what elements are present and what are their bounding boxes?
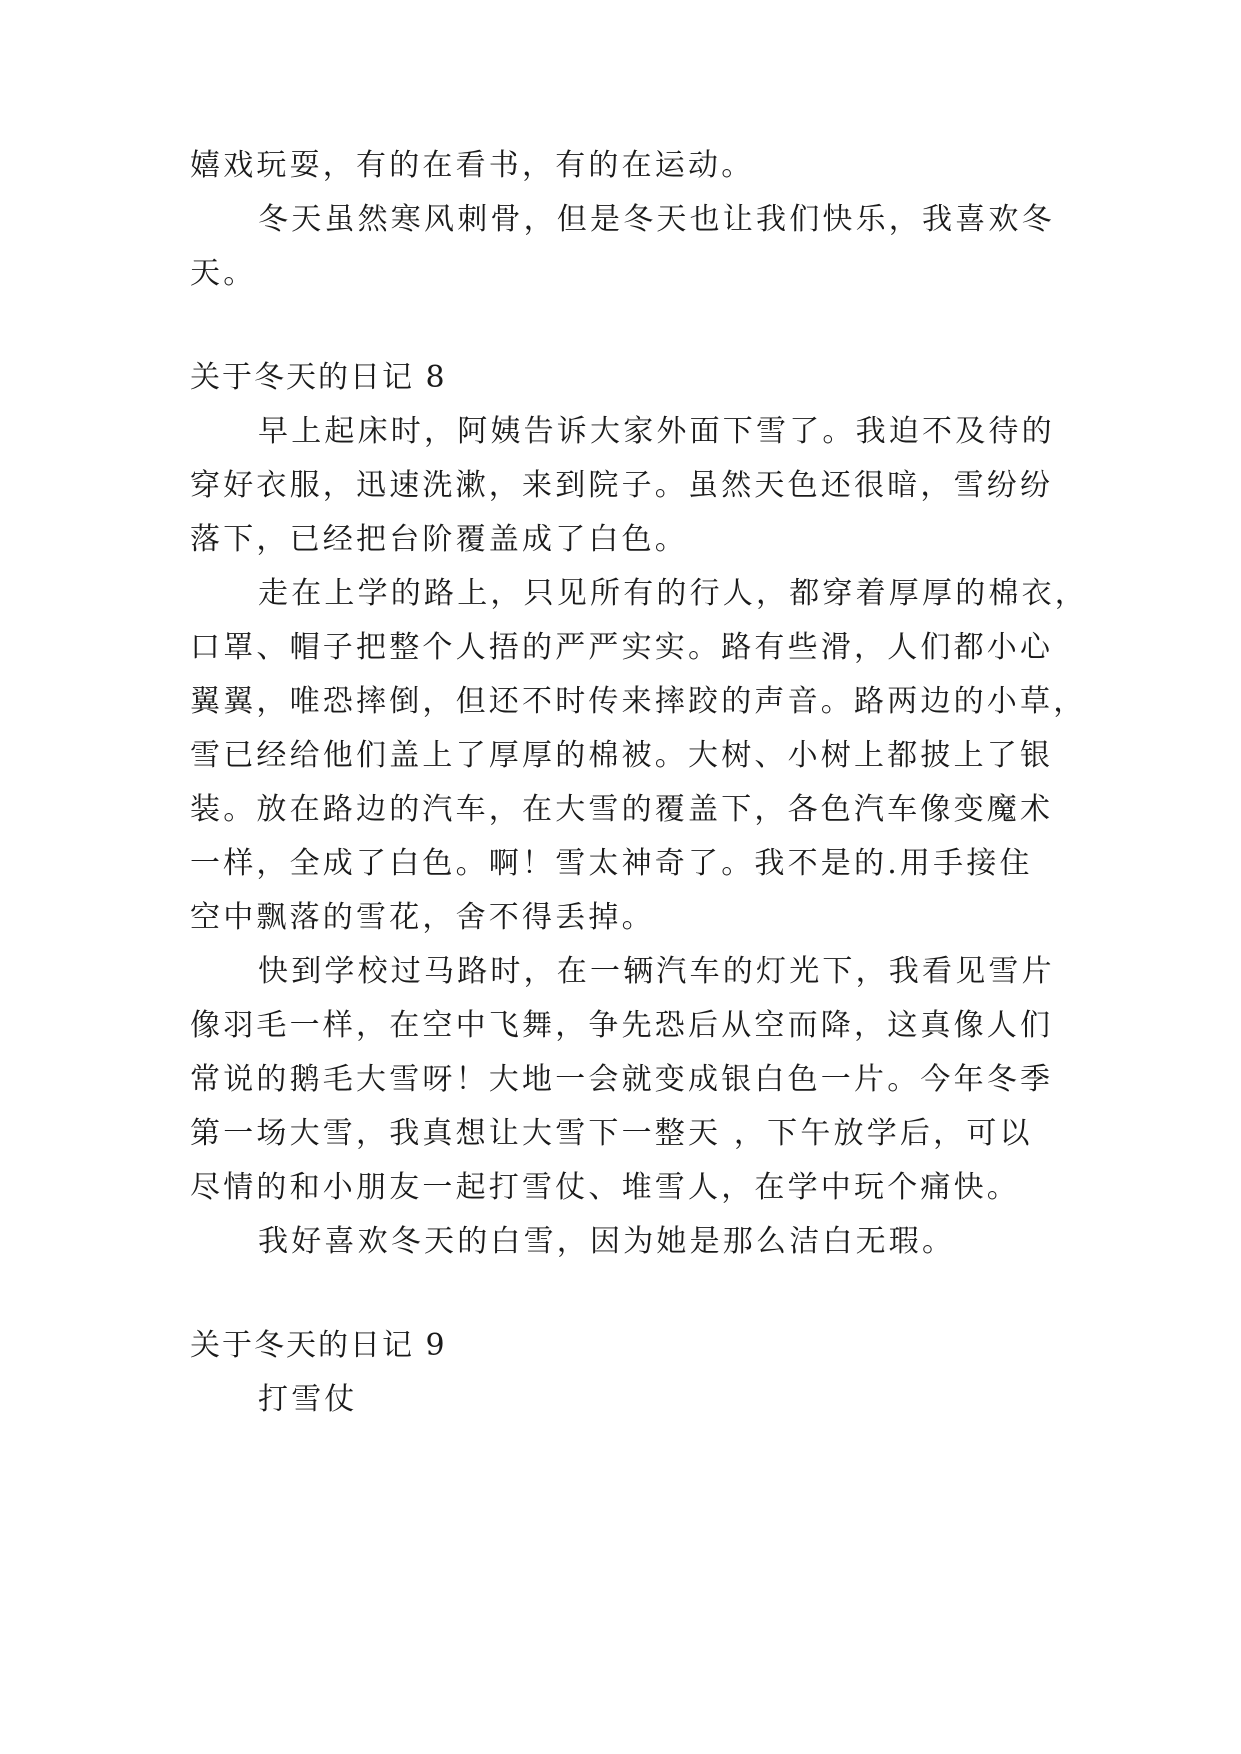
body-line: 一样，全成了白色。啊！雪太神奇了。我不是的.用手接住 <box>190 846 1033 881</box>
body-line: 嬉戏玩耍，有的在看书，有的在运动。 <box>190 148 755 183</box>
section-heading: 关于冬天的日记 9 <box>190 1328 447 1363</box>
body-line: 快到学校过马路时，在一辆汽车的灯光下，我看见雪片 <box>258 954 1055 989</box>
body-line: 打雪仗 <box>258 1382 358 1417</box>
body-line: 尽情的和小朋友一起打雪仗、堆雪人，在学中玩个痛快。 <box>190 1170 1020 1205</box>
body-line: 装。放在路边的汽车，在大雪的覆盖下，各色汽车像变魔术 <box>190 792 1054 827</box>
body-line: 穿好衣服，迅速洗漱，来到院子。虽然天色还很暗，雪纷纷 <box>190 468 1054 503</box>
body-line: 像羽毛一样，在空中飞舞，争先恐后从空而降，这真像人们 <box>190 1008 1054 1043</box>
body-line: 走在上学的路上，只见所有的行人，都穿着厚厚的棉衣， <box>258 576 1088 611</box>
body-line: 翼翼，唯恐摔倒，但还不时传来摔跤的声音。路两边的小草， <box>190 684 1087 719</box>
body-line: 常说的鹅毛大雪呀！大地一会就变成银白色一片。今年冬季 <box>190 1062 1054 1097</box>
body-line: 天。 <box>190 256 257 291</box>
body-line: 口罩、帽子把整个人捂的严严实实。路有些滑，人们都小心 <box>190 630 1054 665</box>
body-line: 我好喜欢冬天的白雪，因为她是那么洁白无瑕。 <box>258 1224 956 1259</box>
body-line: 空中飘落的雪花，舍不得丢掉。 <box>190 900 655 935</box>
body-line: 冬天虽然寒风刺骨，但是冬天也让我们快乐，我喜欢冬 <box>258 202 1055 237</box>
body-line: 第一场大雪，我真想让大雪下一整天 ，下午放学后，可以 <box>190 1116 1033 1151</box>
body-line: 早上起床时，阿姨告诉大家外面下雪了。我迫不及待的 <box>258 414 1055 449</box>
body-line: 雪已经给他们盖上了厚厚的棉被。大树、小树上都披上了银 <box>190 738 1054 773</box>
body-line: 落下，已经把台阶覆盖成了白色。 <box>190 522 688 557</box>
section-heading: 关于冬天的日记 8 <box>190 360 447 395</box>
